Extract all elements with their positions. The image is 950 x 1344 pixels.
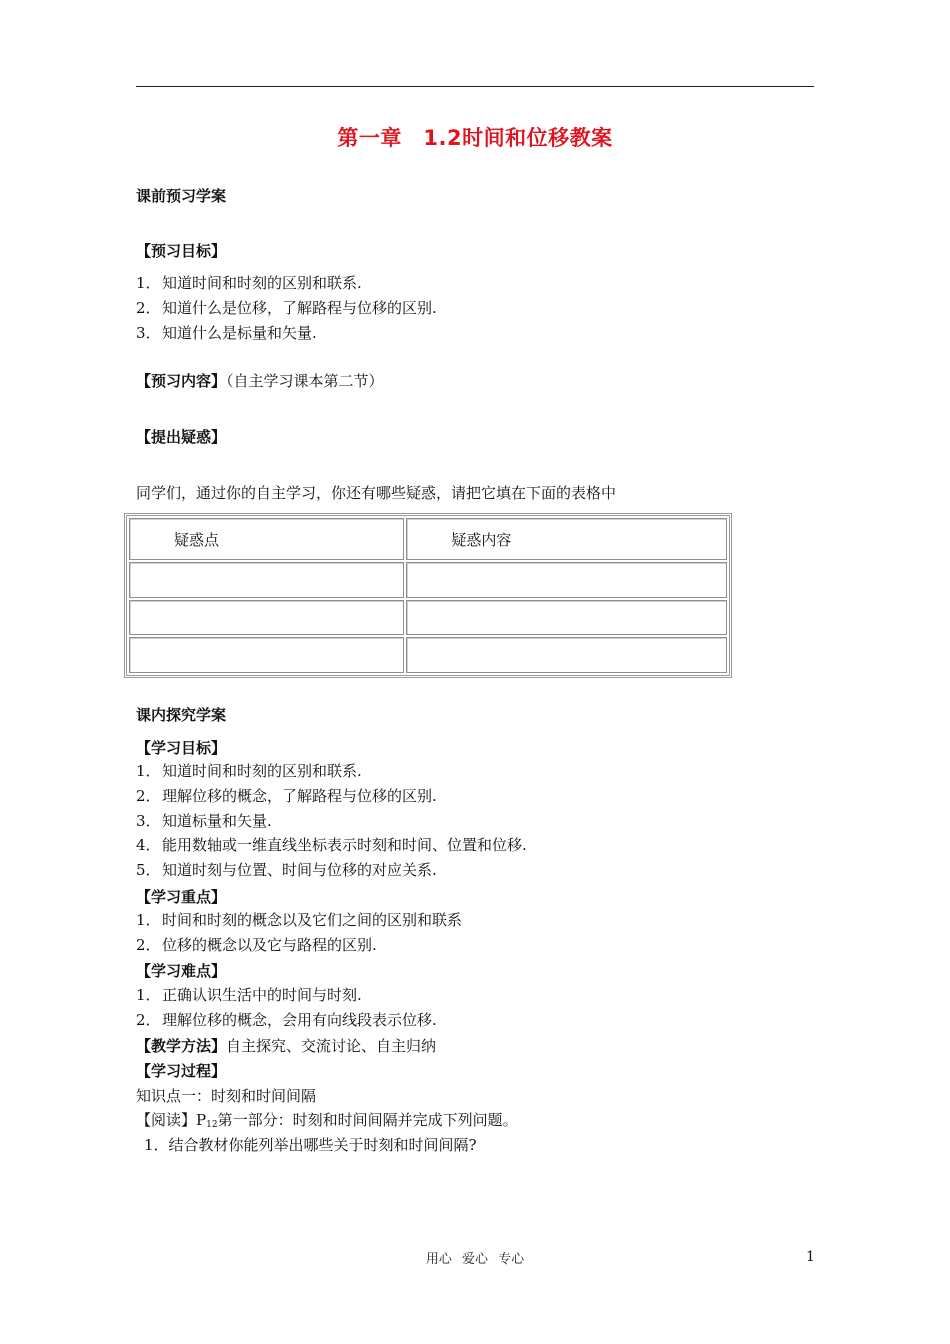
list-item: 2．位移的概念以及它与路程的区别. (136, 935, 377, 954)
page-number: 1 (806, 1249, 815, 1265)
table-header-point: 疑惑点 (129, 518, 404, 560)
table-row (129, 600, 727, 636)
list-item: 4．能用数轴或一维直线坐标表示时刻和时间、位置和位移. (136, 836, 527, 855)
teaching-method-line (136, 1036, 436, 1056)
key-points-title: 【学习重点】 (136, 888, 227, 906)
knowledge-point: 知识点一：时刻和时间间隔 (136, 1087, 317, 1105)
list-item: 3．知道什么是标量和矢量. (136, 323, 317, 342)
pre-content-line (136, 371, 384, 391)
reading-line: 【阅读】$P_{12}$第一部分：时刻和时间间隔并完成下列问题。 (136, 1111, 518, 1130)
question-title: 【提出疑惑】 (136, 428, 227, 446)
list-item: 2．理解位移的概念，了解路程与位移的区别. (136, 786, 437, 805)
teaching-method-text: 自主探究、交流讨论、自主归纳 (226, 1037, 437, 1055)
table-row (129, 562, 727, 598)
pre-goals-list (136, 271, 437, 345)
table-row (129, 637, 727, 673)
key-points-list (136, 908, 462, 958)
pre-class-heading: 课前预习学案 (136, 187, 227, 205)
table-cell[interactable] (406, 637, 727, 673)
teaching-method-title: 【教学方法】 (136, 1037, 227, 1055)
table-cell[interactable] (129, 637, 404, 673)
difficulties-list (136, 983, 437, 1033)
pre-goals-title: 【预习目标】 (136, 242, 227, 260)
pre-content-title: 【预习内容】 (136, 372, 227, 390)
learning-goals-title: 【学习目标】 (136, 739, 227, 757)
header-rule (136, 86, 814, 87)
list-item: 1．正确认识生活中的时间与时刻. (136, 986, 362, 1004)
question-prompt: 同学们，通过你的自主学习，你还有哪些疑惑，请把它填在下面的表格中 (136, 484, 617, 502)
reading-label: 【阅读】 (136, 1111, 197, 1129)
list-item: 2．理解位移的概念，会用有向线段表示位移. (136, 1010, 437, 1029)
table-header-content: 疑惑内容 (406, 518, 727, 560)
list-item: 1．知道时间和时刻的区别和联系. (136, 274, 362, 292)
table-cell[interactable] (129, 600, 404, 636)
table-cell[interactable] (406, 562, 727, 598)
difficulties-title: 【学习难点】 (136, 962, 227, 980)
question-table (124, 513, 732, 678)
in-class-heading: 课内探究学案 (136, 706, 227, 724)
list-item: 5．知道时刻与位置、时间与位移的对应关系. (136, 861, 437, 880)
table-cell[interactable] (406, 600, 727, 636)
question-1: 1．结合教材你能列举出哪些关于时刻和时间间隔? (144, 1136, 477, 1154)
list-item: 1．时间和时刻的概念以及它们之间的区别和联系 (136, 911, 463, 929)
page-footer: 用心 爱心 专心 (425, 1252, 525, 1267)
pre-content-note: （自主学习课本第二节） (226, 372, 384, 390)
learning-goals-list (136, 759, 527, 883)
table-cell[interactable] (129, 562, 404, 598)
list-item: 2．知道什么是位移，了解路程与位移的区别. (136, 298, 437, 317)
document-title: 第一章 1.2时间和位移教案 (337, 126, 613, 150)
list-item: 3．知道标量和矢量. (136, 811, 272, 830)
list-item: 1．知道时间和时刻的区别和联系. (136, 762, 362, 780)
process-title: 【学习过程】 (136, 1062, 227, 1080)
